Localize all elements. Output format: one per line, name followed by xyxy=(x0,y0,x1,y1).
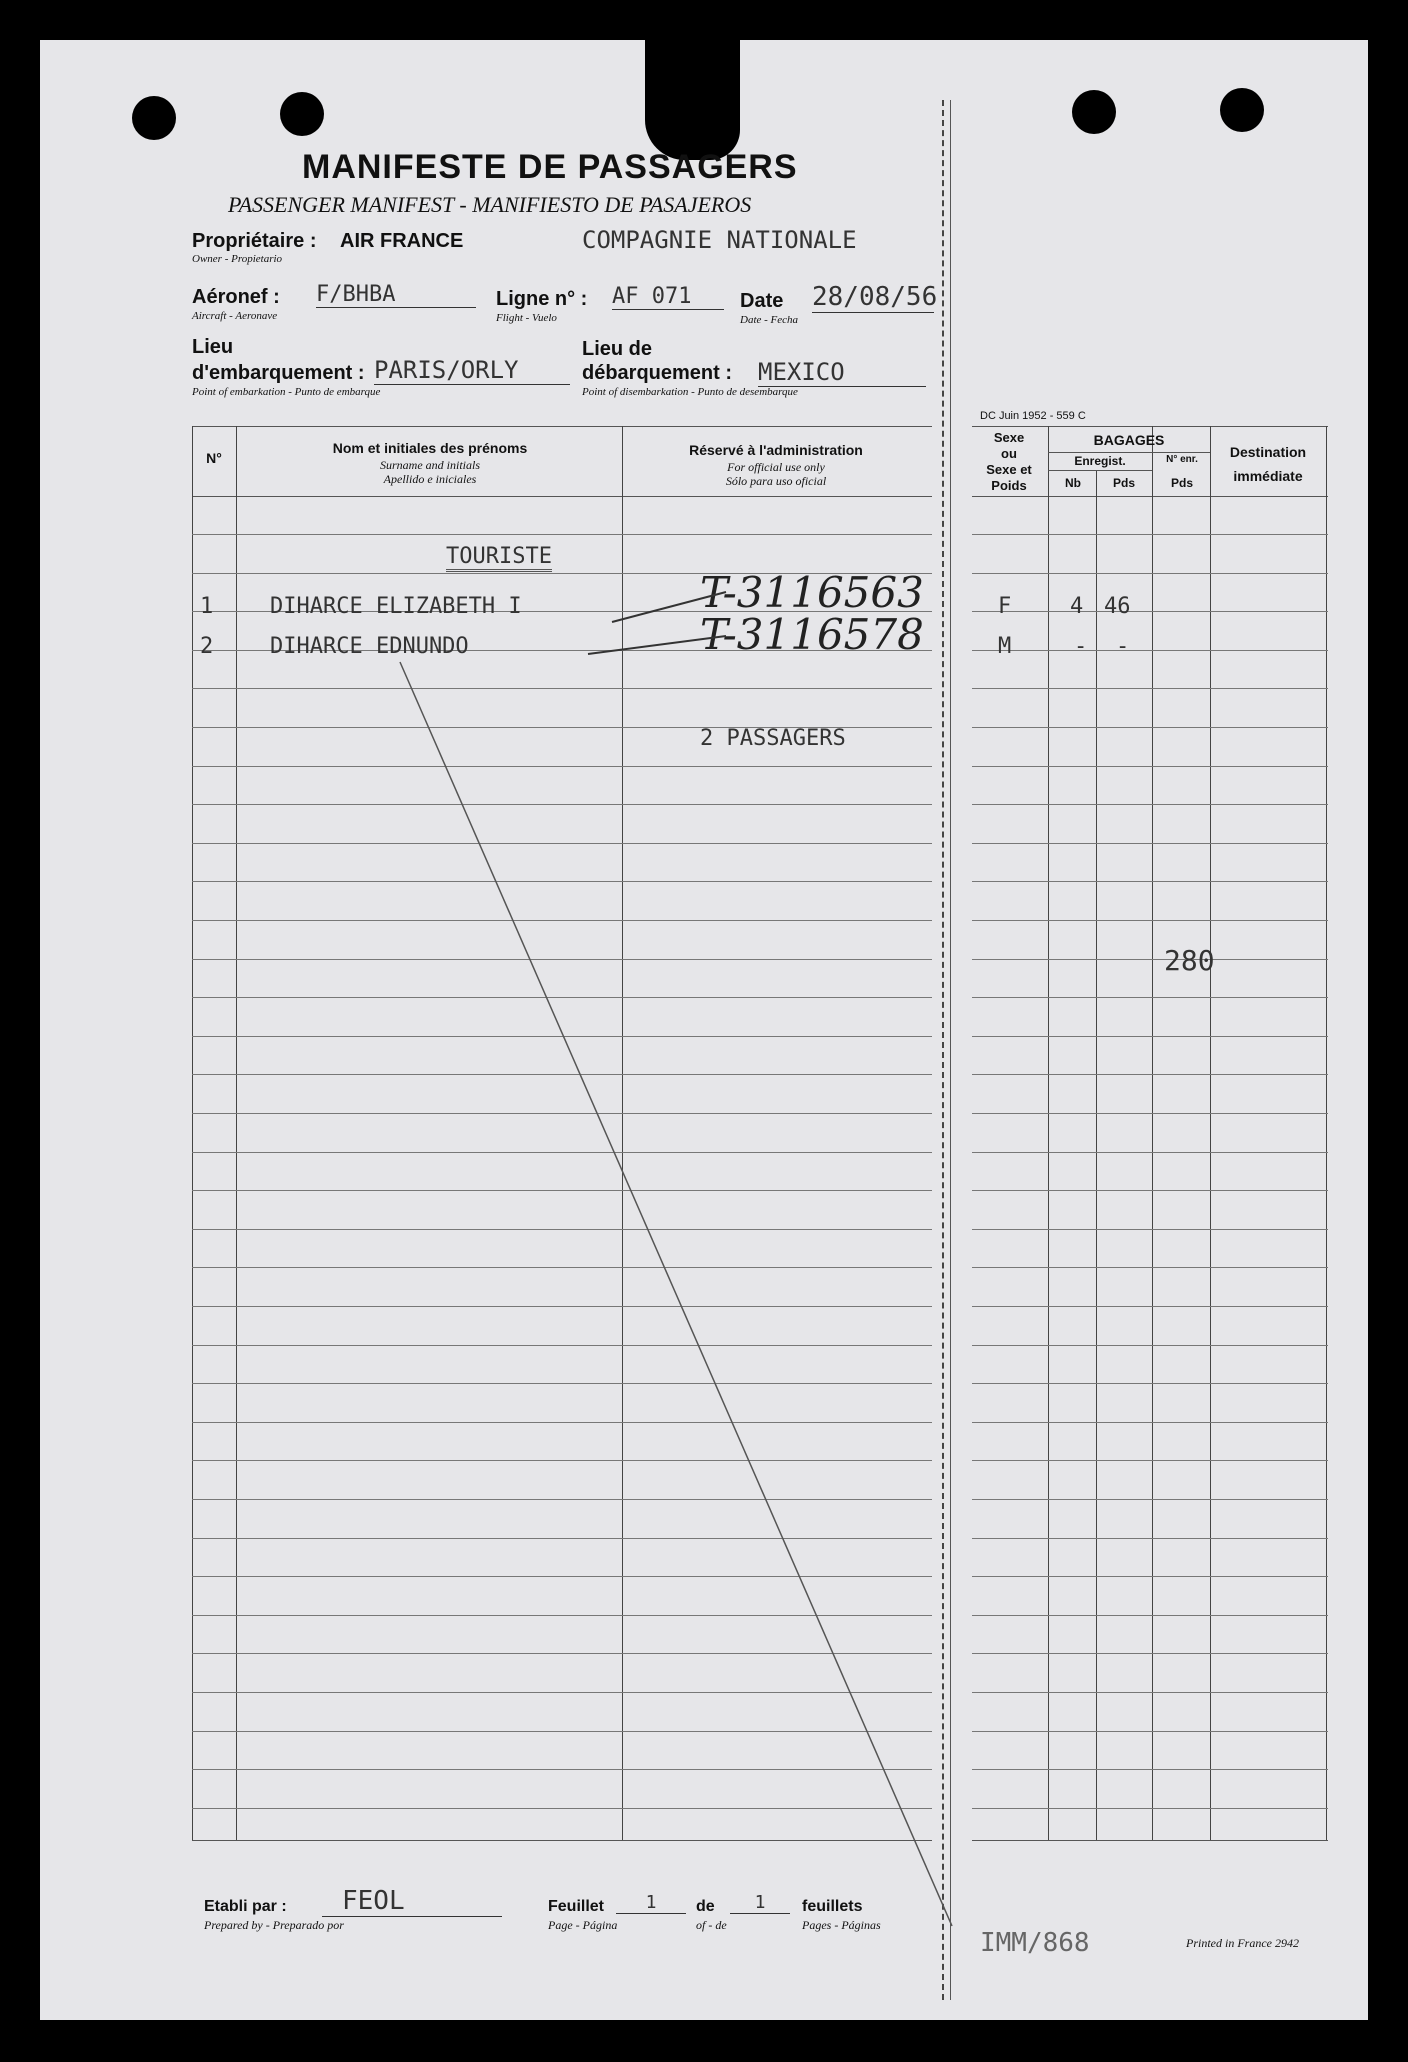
col-num-1: N° enr. xyxy=(1166,454,1198,465)
col-destination-2: immédiate xyxy=(1233,468,1303,484)
ticket-stroke-2 xyxy=(588,636,726,654)
prepared-value: FEOL xyxy=(322,1886,502,1917)
total-weight: 280 xyxy=(1164,944,1215,977)
disembark-label-sub: Point of disembarkation - Punto de desembarque xyxy=(582,386,798,398)
sheets-label: feuillets xyxy=(802,1898,863,1915)
owner-label-sub: Owner - Propietario xyxy=(192,253,283,265)
sheet-label-sub: Page - Página xyxy=(548,1918,618,1932)
manifest-sheet xyxy=(40,40,1368,2020)
row-1-name: DIHARCE ELIZABETH I xyxy=(270,594,522,619)
row-1-pds: 46 xyxy=(1104,594,1131,619)
col-destination-1: Destination xyxy=(1229,444,1307,460)
row-1-ticket: T-3116563 xyxy=(700,568,924,617)
total-passengers: 2 PASSAGERS xyxy=(700,726,846,751)
row-2-no: 2 xyxy=(200,634,214,659)
col-name-sub-2: Apellido e iniciales xyxy=(383,472,477,486)
flight-value: AF 071 xyxy=(612,284,724,310)
page-subtitle: PASSENGER MANIFEST - MANIFIESTO DE PASAJEROS xyxy=(228,192,752,217)
aircraft-label-sub: Aircraft - Aeronave xyxy=(192,310,278,322)
col-sex-2: ou xyxy=(1001,446,1017,461)
col-sex-1: Sexe xyxy=(993,430,1025,445)
prepared-label: Etabli par : xyxy=(204,1898,287,1915)
col-baggage: BAGAGES xyxy=(1093,432,1165,448)
col-no: N° xyxy=(206,450,222,466)
form-code: DC Juin 1952 - 559 C xyxy=(980,410,1086,422)
col-name: Nom et initiales des prénoms xyxy=(332,440,528,456)
page-title: MANIFESTE DE PASSAGERS xyxy=(302,148,798,186)
row-2-pds: - xyxy=(1116,634,1130,659)
aircraft-label: Aéronef : xyxy=(192,286,280,308)
row-1-nb: 4 xyxy=(1070,594,1084,619)
of-label-sub: of - de xyxy=(696,1918,727,1932)
embark-value: PARIS/ORLY xyxy=(374,356,570,385)
embark-label-sub: Point of embarkation - Punto de embarque xyxy=(192,386,381,398)
flight-label-sub: Flight - Vuelo xyxy=(496,312,557,324)
owner-printed: AIR FRANCE xyxy=(340,230,464,252)
col-sex-3: Sexe et xyxy=(986,462,1032,477)
col-sex-4: Poids xyxy=(991,478,1027,493)
of-value: 1 xyxy=(730,1892,790,1914)
col-pds: Pds xyxy=(1112,476,1135,490)
sheets-label-sub: Pages - Páginas xyxy=(802,1918,881,1932)
class-label: TOURISTE xyxy=(446,544,552,572)
embark-label-2: d'embarquement : xyxy=(192,362,365,384)
col-name-sub-1: Surname and initials xyxy=(379,458,480,472)
row-2-name: DIHARCE EDNUNDO xyxy=(270,634,469,659)
date-label: Date xyxy=(740,290,784,312)
disembark-label-2: débarquement : xyxy=(582,362,733,384)
owner-value: COMPAGNIE NATIONALE xyxy=(582,226,857,254)
flight-label: Ligne n° : xyxy=(496,288,588,310)
archive-stamp: IMM/868 xyxy=(980,1928,1090,1958)
col-nb: Nb xyxy=(1065,476,1081,490)
prepared-label-sub: Prepared by - Preparado por xyxy=(204,1918,344,1932)
sheet-label: Feuillet xyxy=(548,1898,605,1915)
col-num-2: Pds xyxy=(1170,476,1193,490)
row-2-sex: M xyxy=(998,634,1012,659)
row-1-no: 1 xyxy=(200,594,214,619)
printed-in-france: Printed in France 2942 xyxy=(1186,1936,1299,1950)
diagonal-cancel-line xyxy=(400,662,952,1926)
date-label-sub: Date - Fecha xyxy=(740,314,799,326)
sheet-value: 1 xyxy=(616,1892,686,1914)
col-admin: Réservé à l'administration xyxy=(689,442,863,458)
embark-label-1: Lieu xyxy=(192,336,234,358)
of-label: de xyxy=(696,1898,715,1915)
owner-label: Propriétaire : xyxy=(192,230,317,252)
disembark-label-1: Lieu de xyxy=(582,338,653,360)
disembark-value: MEXICO xyxy=(758,358,926,387)
ticket-stroke-1 xyxy=(612,592,726,622)
row-2-ticket: T-3116578 xyxy=(700,610,924,659)
date-value: 28/08/56 xyxy=(812,282,938,312)
col-admin-sub-2: Sólo para uso oficial xyxy=(725,474,827,488)
aircraft-value: F/BHBA xyxy=(316,282,476,308)
pen-strokes xyxy=(40,40,1368,2020)
col-registered: Enregist. xyxy=(1074,454,1126,468)
row-1-sex: F xyxy=(998,594,1012,619)
col-admin-sub-1: For official use only xyxy=(727,460,825,474)
row-2-nb: - xyxy=(1074,634,1088,659)
